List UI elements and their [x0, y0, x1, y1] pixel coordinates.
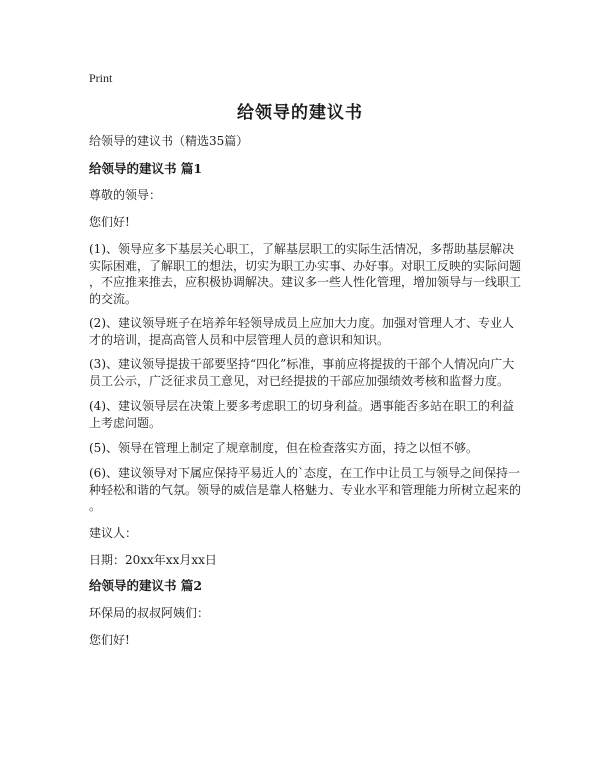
- section-1-greeting: 您们好!: [89, 215, 130, 229]
- paragraph-line: (6)、建议领导对下属应保持平易近人的`态度，在工作中让员工与领导之间保持一: [89, 466, 521, 480]
- section-2-heading: 给领导的建议书 篇2: [89, 578, 203, 593]
- paragraph-line: (2)、建议领导班子在培养年轻领导成员上应加大力度。加强对管理人才、专业人: [89, 316, 515, 330]
- paragraph-line: 才的培训，提高高管人员和中层管理人员的意识和知识。: [89, 332, 390, 347]
- paragraph-line: 。: [89, 499, 102, 513]
- paragraph-item-2: [89, 315, 519, 348]
- paragraph-item-1: [89, 241, 522, 307]
- paragraph-item-4: [89, 398, 519, 431]
- paragraph-item-5: [89, 440, 519, 457]
- signer-line: 建议人：: [89, 526, 138, 540]
- print-label: Print: [89, 71, 113, 85]
- paragraph-line: 上考虑问题。: [89, 415, 162, 430]
- section-2-salutation: 环保局的叔叔阿姨们：: [89, 606, 210, 620]
- section-2-greeting: 您们好!: [89, 633, 130, 647]
- document-title: 给领导的建议书: [237, 103, 363, 123]
- section-1-salutation: 尊敬的领导：: [89, 188, 162, 202]
- date-line: 日期：20xx年xx月xx日: [89, 553, 217, 567]
- paragraph-line: (3)、建议领导提拔干部要坚持“四化”标准，事前应将提拔的干部个人情况向广大: [89, 357, 515, 371]
- paragraph-line: ，不应推来推去，应积极协调解决。建议多一些人性化管理，增加领导与一线职工: [89, 275, 522, 289]
- paragraph-line: 的交流。: [89, 291, 138, 306]
- paragraph-line: 员工公示，广泛征求员工意见，对已经提拔的干部应加强绩效考核和监督力度。: [89, 373, 510, 388]
- section-1-heading: 给领导的建议书 篇1: [89, 161, 203, 176]
- paragraph-line: (5)、领导在管理上制定了规章制度，但在检查落实方面，持之以恒不够。: [89, 441, 479, 455]
- paragraph-line: (1)、领导应多下基层关心职工，了解基层职工的实际生活情况，多帮助基层解决: [89, 242, 515, 256]
- paragraph-line: 实际困难，了解职工的想法，切实为职工办实事、办好事。对职工反映的实际问题: [89, 258, 522, 273]
- paragraph-item-3: [89, 356, 519, 389]
- paragraph-line: 种轻松和谐的气氛。领导的威信是靠人格魅力、专业水平和管理能力所树立起来的: [89, 482, 522, 497]
- document-subtitle: 给领导的建议书（精选35篇）: [89, 134, 249, 148]
- paragraph-line: (4)、建议领导层在决策上要多考虑职工的切身利益。遇事能否多站在职工的利益: [89, 399, 515, 413]
- paragraph-item-6: [89, 465, 522, 515]
